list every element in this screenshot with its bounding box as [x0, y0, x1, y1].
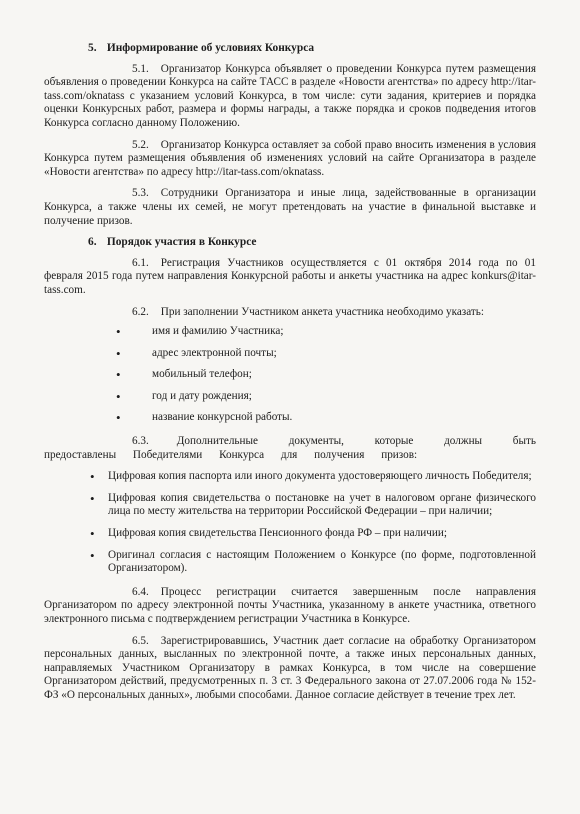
clause-number: 6.5. [132, 634, 149, 647]
applicant-form-fields-list [44, 325, 536, 425]
clause-number: 6.1. [132, 256, 149, 269]
list-item: • Цифровая копия паспорта или иного документа удостоверяющего личность Победителя; [90, 470, 536, 484]
clause-5-1 [44, 63, 536, 131]
clause-6-3 [44, 435, 536, 462]
clause-number: 6.3. [132, 435, 149, 448]
clause-text: При заполнении Участником анкета участника необходимо указать: [160, 305, 484, 318]
clause-text: Организатор Конкурса объявляет о проведении Конкурса путем размещения объявления о проведении Конкурса на сайте ТАСС в разделе «Новости агентства» по адресу http://itar-tass.com/oknatass с указанием условий Конкурса, в том числе: сути задания, критериев и порядка оценки Конкурсных работ, размера и формы награды, а также порядка и сроков подведения итогов Конкурса согласно данному Положению. [44, 62, 536, 129]
clause-5-2 [44, 139, 536, 180]
clause-text: Процесс регистрации считается завершенным после направления Организатором по адресу электронной почты Участника, указанному в анкете участника, ответного электронного письма с подтверждением регистрации Участника в Конкурсе. [44, 585, 536, 625]
clause-6-2 [44, 306, 536, 320]
clause-text: Дополнительные документы, которые должны быть предоставлены Победителями Конкурса для получения призов: [44, 435, 536, 461]
clause-text: Организатор Конкурса оставляет за собой право вносить изменения в условия Конкурса путем размещения объявления об изменениях условий на сайте Организатора в разделе «Новости агентства» по адресу http://itar-tass.com/oknatass. [44, 138, 536, 178]
section-number: 6. [88, 236, 97, 249]
section-5-heading [44, 42, 536, 56]
list-item: • адрес электронной почты; [116, 347, 536, 361]
clause-6-1 [44, 257, 536, 298]
clause-number: 5.3. [132, 187, 149, 200]
list-item: • имя и фамилию Участника; [116, 325, 536, 339]
clause-text: Зарегистрировавшись, Участник дает согласие на обработку Организатором персональных данных, высланных по электронной почте, а также иных персональных данных, направляемых Участником Организатору в рамках Конкурса, в том числе на совершение Организатором действий, предусмотренных п. 3 ст. 3 Федерального закона от 27.07.2006 года № 152-ФЗ «О персональных данных», любыми способами. Данное согласие действует в течение трех лет. [44, 634, 536, 701]
clause-6-4 [44, 586, 536, 627]
section-number: 5. [88, 42, 97, 54]
clause-number: 6.2. [132, 305, 149, 318]
clause-number: 5.1. [132, 62, 149, 75]
list-item: • Цифровая копия свидетельства о постановке на учет в налоговом органе физического лица по месту жительства на территории Российской Федерации – при наличии; [90, 492, 536, 519]
clause-text: Регистрация Участников осуществляется с 01 октября 2014 года по 01 февраля 2015 года путем направления Конкурсной работы и анкеты участника на адрес konkurs@itar-tass.com. [44, 256, 536, 296]
clause-text: Сотрудники Организатора и иные лица, задействованные в организации Конкурса, а также члены их семей, не могут претендовать на участие в финальной выставке и получение призов. [44, 187, 536, 227]
list-item: • Цифровая копия свидетельства Пенсионного фонда РФ – при наличии; [90, 527, 536, 541]
section-title: Информирование об условиях Конкурса [106, 42, 315, 54]
clause-5-3 [44, 187, 536, 228]
winner-documents-list [44, 470, 536, 576]
clause-number: 6.4. [132, 585, 149, 598]
list-item: • Оригинал согласия с настоящим Положением о Конкурсе (по форме, подготовленной Организатором). [90, 549, 536, 576]
clause-6-5 [44, 635, 536, 703]
section-title: Порядок участия в Конкурсе [106, 236, 257, 249]
list-item: • год и дату рождения; [116, 390, 536, 404]
list-item: • название конкурсной работы. [116, 411, 536, 425]
clause-number: 5.2. [132, 138, 149, 151]
list-item: • мобильный телефон; [116, 368, 536, 382]
section-6-heading [44, 236, 536, 250]
